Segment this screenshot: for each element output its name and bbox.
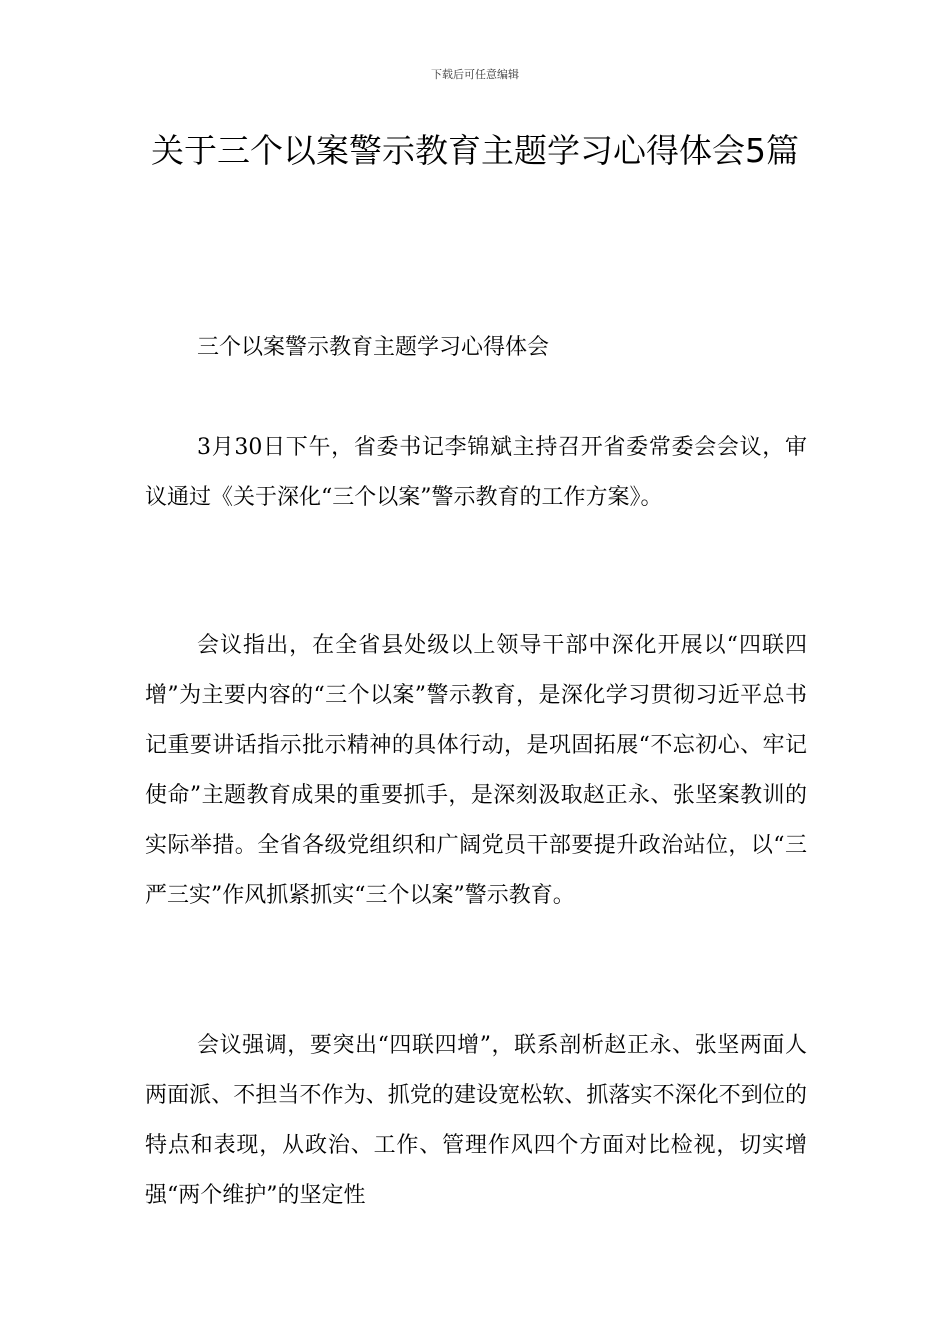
paragraph-3: 会议强调，要突出“四联四增”，联系剖析赵正永、张坚两面人两面派、不担当不作为、抓党的建设宽松软、抓落实不深化不到位的特点和表现，从政治、工作、管理作风四个方面对比检视，切实增强“两个维护”的坚定性 [145,1033,807,1208]
header-note: 下载后可任意编辑 [431,68,519,81]
paragraph-2: 会议指出，在全省县处级以上领导干部中深化开展以“四联四增”为主要内容的“三个以案”警示教育，是深化学习贯彻习近平总书记重要讲话指示批示精神的具体行动，是巩固拓展“不忘初心、牢记使命”主题教育成果的重要抓手，是深刻汲取赵正永、张坚案教训的实际举措。全省各级党组织和广阔党员干部要提升政治站位，以“三严三实”作风抓紧抓实“三个以案”警示教育。 [145,633,807,908]
section-subtitle: 三个以案警示教育主题学习心得体会 [197,335,550,360]
paragraph-1: 3月30日下午，省委书记李锦斌主持召开省委常委会会议，审议通过《关于深化“三个以案”警示教育的工作方案》。 [145,435,807,510]
document-title: 关于三个以案警示教育主题学习心得体会5篇 [151,131,799,170]
